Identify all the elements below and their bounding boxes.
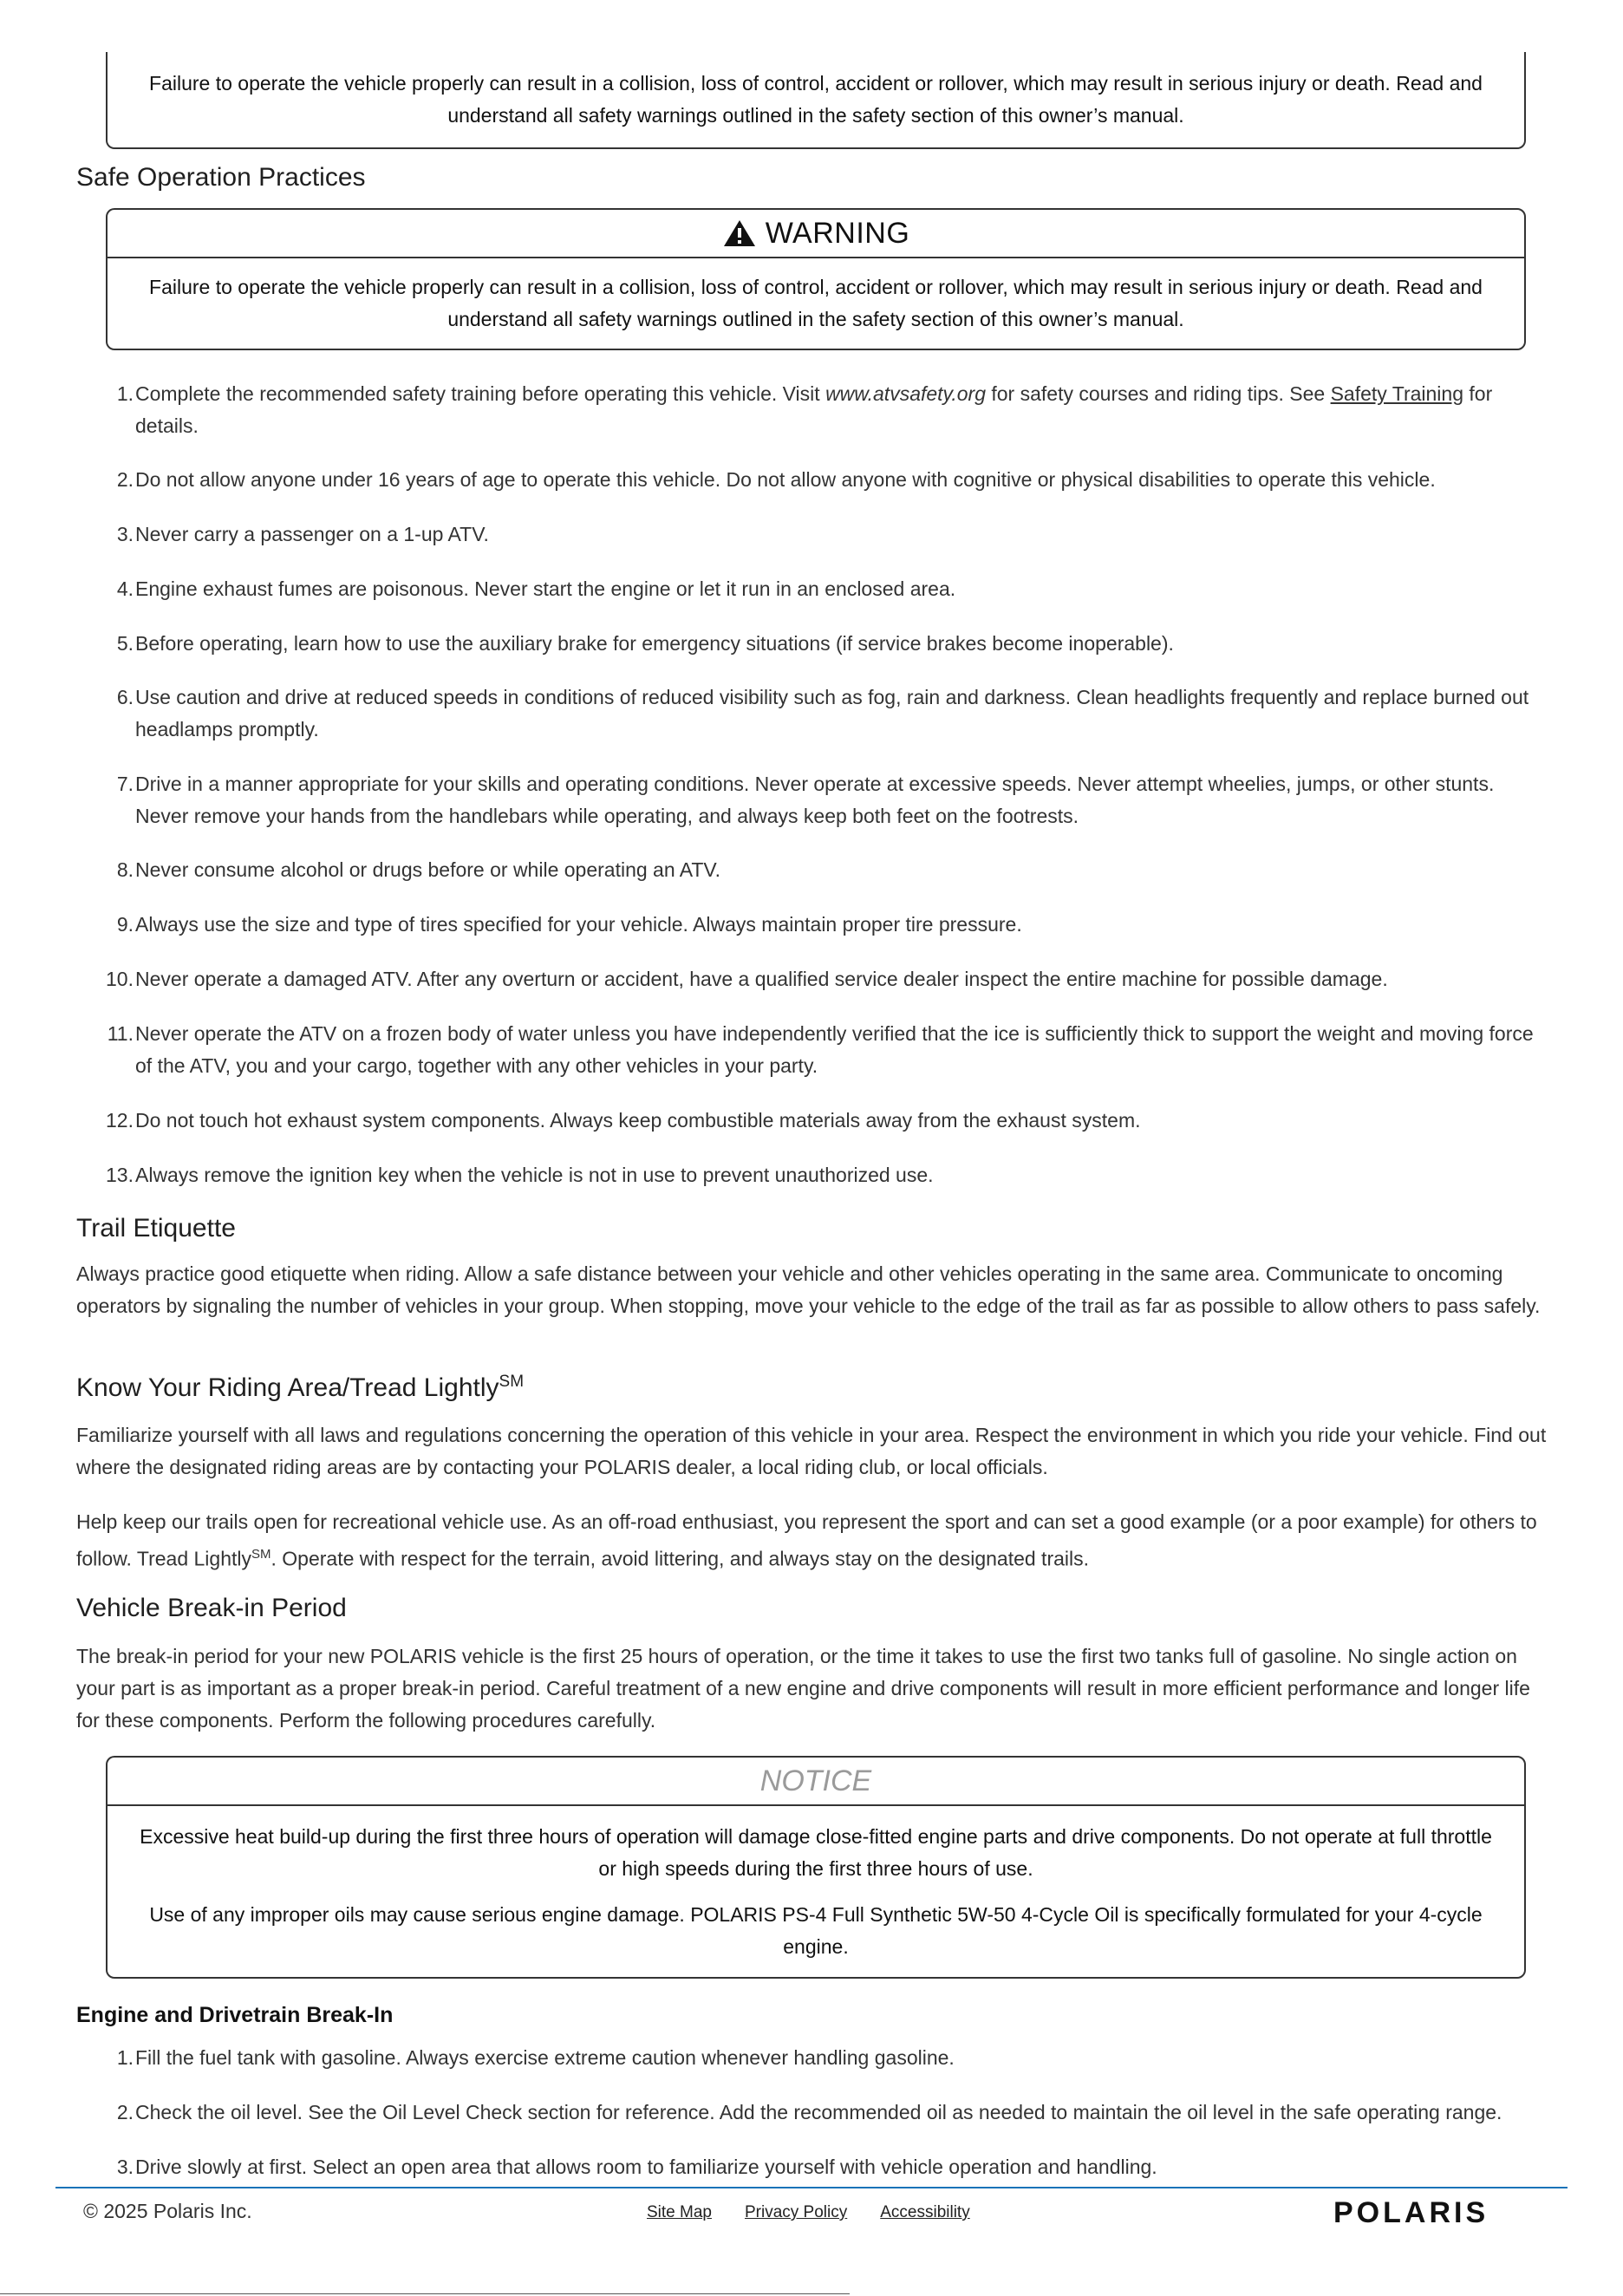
warning-box (106, 208, 1526, 350)
item1-text-before: Complete the recommended safety training before operating this vehicle. Visit (135, 382, 826, 405)
list-number: 3. (116, 2156, 134, 2178)
list-text: Never operate a damaged ATV. After any overturn or accident, have a qualified service dealer inspect the entire machine for possible damage. (135, 968, 1388, 990)
list-text: Drive slowly at first. Select an open area that allows room to familiarize yourself with vehicle operation and handling. (135, 2156, 1157, 2178)
riding-area-paragraph-2 (76, 1506, 1550, 1575)
list-text: Never carry a passenger on a 1-up ATV. (135, 523, 489, 545)
list-text: Always remove the ignition key when the vehicle is not in use to prevent unauthorized use. (135, 1164, 934, 1186)
notice-paragraph-2: Use of any improper oils may cause serious engine damage. POLARIS PS-4 Full Synthetic 5W-50 4-Cycle Oil is specifically formulated for your 4-cycle engine. (149, 1902, 1483, 1958)
list-text: Check the oil level. See the Oil Level Check section for reference. Add the recommended oil as needed to maintain the oil level in the safe operating range. (135, 2101, 1502, 2123)
warning-title: WARNING (765, 216, 910, 250)
footer-copyright: © 2025 Polaris Inc. (83, 2200, 252, 2222)
safety-training-link[interactable]: Safety Training (1330, 382, 1463, 405)
list-text: Never operate the ATV on a frozen body of water unless you have independently verified that the ice is sufficiently thick to support the weight and moving force of the ATV, you and your cargo, together with any other vehicles in your party. (135, 1022, 1534, 1077)
riding-area-paragraph-1: Familiarize yourself with all laws and regulations concerning the operation of this vehicle in your area. Respect the environment in which you ride your vehicle. Find out where the designated riding areas are by contacting your POLARIS dealer, a local riding club, or local officials. (76, 1424, 1547, 1478)
item1-text-middle: for safety courses and riding tips. See (985, 382, 1331, 405)
list-number: 9. (116, 913, 134, 936)
list-number: 7. (116, 773, 134, 795)
warning-header (108, 210, 1524, 258)
list-number: 13. (106, 1164, 134, 1186)
top-warning-box (106, 52, 1526, 149)
polaris-logo[interactable]: POLARIS (1333, 2196, 1489, 2229)
notice-paragraph-1: Excessive heat build-up during the first three hours of operation will damage close-fitted engine parts and drive components. Do not operate at full throttle or high speeds during the first three hours of use. (140, 1824, 1492, 1880)
safety-list-item (76, 378, 1550, 442)
list-number: 2. (116, 2101, 134, 2123)
riding-area-p2-after: . Operate with respect for the terrain, avoid littering, and always stay on the designated trails. (270, 1547, 1090, 1570)
list-text: Before operating, learn how to use the auxiliary brake for emergency situations (if service brakes become inoperable). (135, 632, 1174, 655)
trail-etiquette-heading: Trail Etiquette (76, 1214, 236, 1243)
list-number: 10. (106, 968, 134, 990)
breakin-heading: Vehicle Break-in Period (76, 1594, 347, 1622)
riding-area-heading-text: Know Your Riding Area/Tread Lightly (76, 1373, 499, 1402)
list-text: Do not allow anyone under 16 years of age to operate this vehicle. Do not allow anyone with cognitive or physical disabilities to operate this vehicle. (135, 468, 1436, 491)
list-number: 5. (116, 632, 134, 655)
list-number: 4. (116, 577, 134, 600)
safe-operation-heading: Safe Operation Practices (76, 163, 366, 192)
list-number: 1. (116, 2046, 134, 2069)
notice-header (108, 1758, 1524, 1806)
footer-links (647, 2203, 970, 2222)
list-text: Always use the size and type of tires specified for your vehicle. Always maintain proper tire pressure. (135, 913, 1022, 936)
notice-body (108, 1806, 1524, 1977)
list-text: Fill the fuel tank with gasoline. Always exercise extreme caution whenever handling gasoline. (135, 2046, 955, 2069)
atvsafety-site: www.atvsafety.org (825, 382, 986, 405)
list-number: 8. (116, 858, 134, 881)
list-number: 1. (116, 382, 134, 405)
list-number: 12. (106, 1109, 134, 1132)
breakin-text: The break-in period for your new POLARIS vehicle is the first 25 hours of operation, or the time it takes to use the first two tanks full of gasoline. No single action on your part is as important as a proper break-in period. Careful treatment of a new engine and drive components will result in more efficient performance and longer life for these components. Perform the following procedures carefully. (76, 1645, 1530, 1732)
list-text: Do not touch hot exhaust system components. Always keep combustible materials away from the exhaust system. (135, 1109, 1141, 1132)
list-text: Use caution and drive at reduced speeds in conditions of reduced visibility such as fog, rain and darkness. Clean headlights frequently and replace burned out headlamps promptly. (135, 686, 1529, 740)
list-text: Engine exhaust fumes are poisonous. Never start the engine or let it run in an enclosed area. (135, 577, 956, 600)
privacy-policy-link[interactable]: Privacy Policy (744, 2203, 848, 2221)
top-warning-text: Failure to operate the vehicle properly can result in a collision, loss of control, accident or rollover, which may result in serious injury or death. Read and understand all safety warnings outlined in the safety section of this owner’s manual. (149, 72, 1483, 127)
accessibility-link[interactable]: Accessibility (880, 2203, 970, 2221)
item1-text-after: for details. (135, 382, 1493, 437)
list-text: Never consume alcohol or drugs before or while operating an ATV. (135, 858, 721, 881)
list-number: 3. (116, 523, 134, 545)
warning-text: Failure to operate the vehicle properly can result in a collision, loss of control, accident or rollover, which may result in serious injury or death. Read and understand all safety warnings outlined in the safety section of this owner’s manual. (149, 276, 1483, 330)
list-number: 11. (107, 1022, 134, 1045)
site-map-link[interactable]: Site Map (647, 2203, 712, 2221)
notice-box (106, 1756, 1526, 1979)
warning-body (108, 258, 1524, 349)
service-mark: SM (251, 1547, 271, 1562)
engine-breakin-heading: Engine and Drivetrain Break-In (76, 2003, 394, 2027)
warning-triangle-icon (722, 219, 757, 248)
trail-etiquette-text: Always practice good etiquette when riding. Allow a safe distance between your vehicle and other vehicles operating in the same area. Communicate to oncoming operators by signaling the number of vehicles in your group. When stopping, move your vehicle to the edge of the trail as far as possible to allow others to pass safely. (76, 1262, 1541, 1317)
list-number: 2. (116, 468, 134, 491)
page-edge-line (0, 2293, 850, 2294)
riding-area-heading (76, 1373, 524, 1403)
footer-divider (55, 2187, 1568, 2188)
list-number: 6. (116, 686, 134, 708)
service-mark: SM (499, 1373, 525, 1391)
list-text (135, 378, 1550, 442)
notice-title: NOTICE (759, 1764, 872, 1797)
riding-area-p2-before: Help keep our trails open for recreational vehicle use. As an off-road enthusiast, you represent the sport and can set a good example (or a poor example) for others to follow. Tread Lightly (76, 1510, 1537, 1570)
list-text: Drive in a manner appropriate for your skills and operating conditions. Never operate at excessive speeds. Never attempt wheelies, jumps, or other stunts. Never remove your hands from the handlebars while operating, and always keep both feet on the footrests. (135, 773, 1495, 827)
